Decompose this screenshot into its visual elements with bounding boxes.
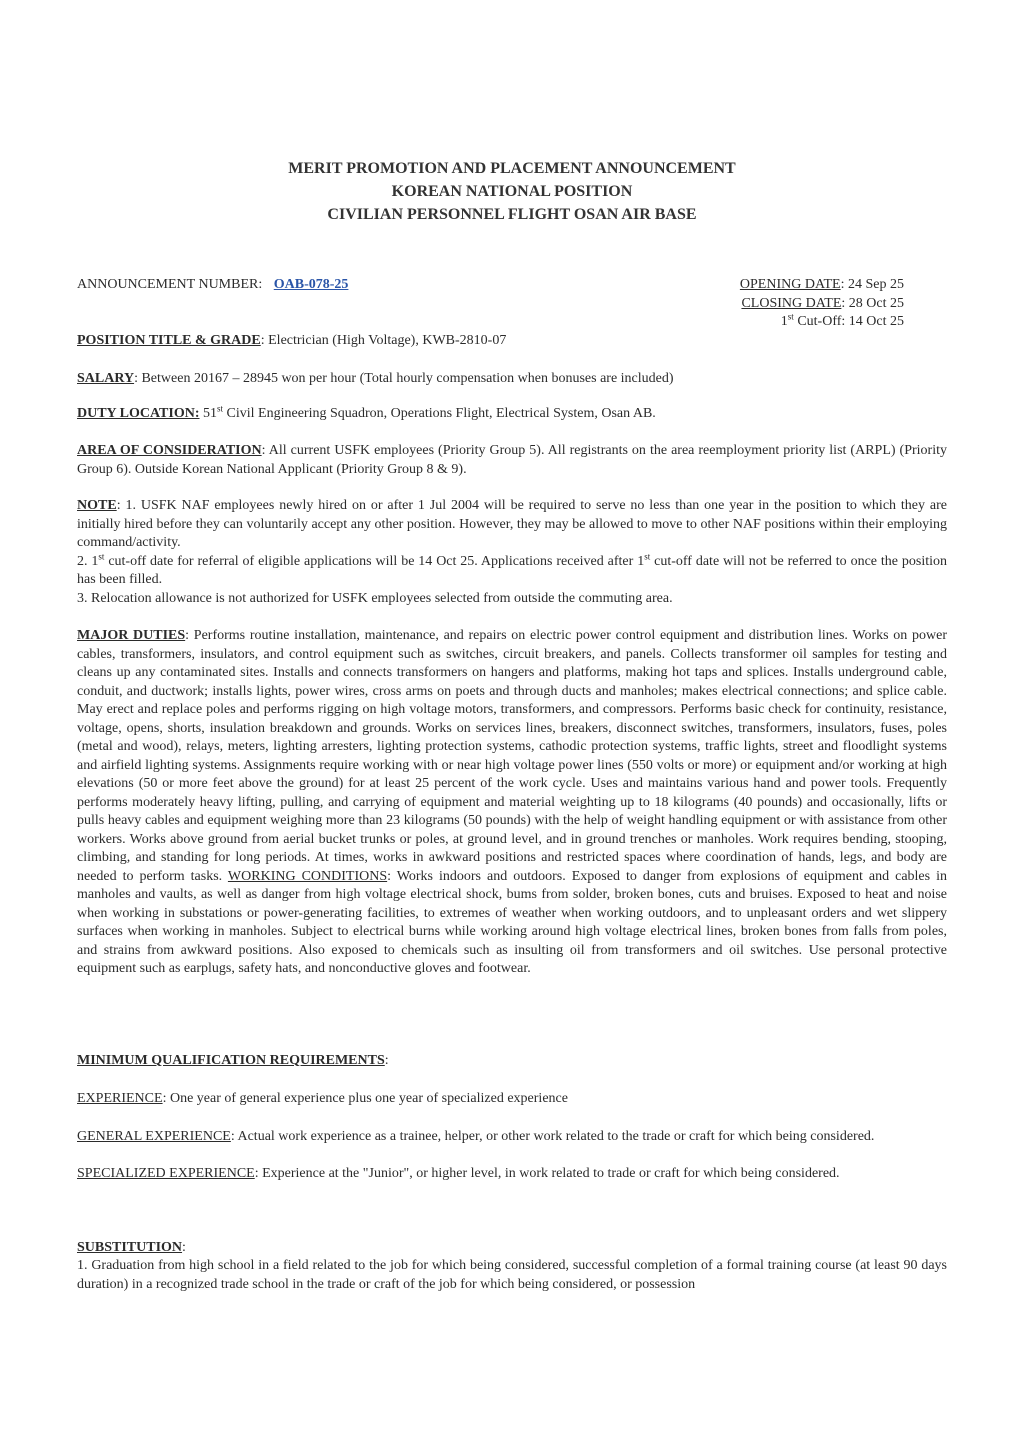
header-line-2: KOREAN NATIONAL POSITION (391, 183, 633, 200)
opening-date-row: OPENING DATE: 24 Sep 25 (739, 277, 904, 292)
position-title-row: POSITION TITLE & GRADE: Electrician (High Voltage), KWB-2810-07 (77, 333, 507, 348)
note-item-2-a: 2. 1 (77, 553, 99, 569)
position-title-value: Electrician (High Voltage), KWB-2810-07 (268, 333, 507, 348)
experience-row: EXPERIENCE: One year of general experience plus one year of specialized experience (77, 1091, 568, 1106)
note-item-1-text: 1. USFK NAF employees newly hired on or after 1 Jul 2004 will be required to serve no less than one year in the position to which they are initially hired before they can voluntarily accept any other position. However, they may be allowed to move to other NAF positions within their employing command/activity. (77, 498, 947, 550)
duty-location-value: Civil Engineering Squadron, Operations Flight, Electrical System, Osan AB. (223, 406, 656, 421)
dates-block (640, 276, 904, 332)
salary-value: Between 20167 – 28945 won per hour (Total hourly compensation when bonuses are included) (141, 371, 674, 386)
mqr-label: MINIMUM QUALIFICATION REQUIREMENTS (77, 1053, 385, 1068)
note-section (77, 497, 947, 608)
salary-label: SALARY (77, 371, 135, 386)
cutoff-label: Cut-Off: (793, 314, 846, 329)
substitution-label: SUBSTITUTION (77, 1240, 183, 1255)
note-item-2-sup: st (98, 550, 105, 561)
general-experience-value: Actual work experience as a trainee, helper, or other work related to the trade or craft for which being considered. (237, 1129, 875, 1144)
major-duties-label: MAJOR DUTIES (77, 628, 186, 643)
note-item-2-b: cut-off date for referral of eligible applications will be 14 Oct 25. Applications received after 1 (104, 553, 645, 569)
closing-date-value: 28 Oct 25 (848, 295, 904, 311)
area-of-consideration: AREA OF CONSIDERATION: All current USFK employees (Priority Group 5). All registrants on the area reemployment priority list (ARPL) (Priority Group 6). Outside Korean National Applicant (Priority Group 8 & 9). (77, 443, 947, 477)
cutoff-value: 14 Oct 25 (848, 314, 904, 329)
duty-location-suffix: st (217, 403, 224, 414)
announcement-number-row (77, 276, 348, 295)
substitution-heading: SUBSTITUTION: (77, 1240, 186, 1255)
closing-date-label: CLOSING DATE (741, 295, 842, 311)
specialized-experience: SPECIALIZED EXPERIENCE: Experience at the "Junior", or higher level, in work related to trade or craft for which being considered. (77, 1166, 840, 1181)
note-item-2 (77, 550, 948, 590)
cutoff-date-row (640, 313, 904, 332)
experience-value: One year of general experience plus one year of specialized experience (169, 1091, 568, 1106)
duty-location-row (77, 405, 656, 424)
announcement-header (0, 157, 1024, 226)
area-value: All current USFK employees (Priority Group 5). All registrants on the area reemployment priority list (ARPL) (Priority Group 6). Outside Korean National Applicant (Priority Group 8 & 9). (77, 443, 947, 477)
note-item-2-sup2: st (644, 550, 651, 561)
header-line-1: MERIT PROMOTION AND PLACEMENT ANNOUNCEMENT (288, 160, 736, 177)
cutoff-ordinal-suffix: st (787, 311, 794, 322)
major-duties-text: Performs routine installation, maintenance, and repairs on electric power control equipment and distribution lines. Works on power cables, transformers, insulators, and control equipment such as switches, circuit breakers, and panels. Collects transformer oil samples for testing and cleans up any contaminated sites. Installs and connects transformers on hangers and platforms, making hot taps and splices. Installs underground cable, conduit, and ductwork; installs lights, power wires, cross arms on poets and through ducts and manholes; makes electrical connections; and splice cable. May erect and replace poles and performs rigging on high voltage motors, transformers, and compressors. Performs basic check for continuity, resistance, voltage, opens, shorts, insulation breakdown and grounds. Works on services lines, breakers, disconnect switches, transformers, insulators, fuses, poles (metal and wood), relays, meters, lighting arresters, lighting protection systems, cathodic protection systems, traffic lights, street and floodlight systems and airfield lighting systems. Assignments require working with or near high voltage power lines (550 volts or more) or equipment and/or working at high elevations (50 or more feet above the ground) for at least 25 percent of the work cycle. Uses and maintains various hand and power tools. Frequently performs moderately heavy lifting, pulling, and carrying of equipment and material weighting up to 18 kilograms (40 pounds) and occasionally, lifts or pulls heavy cables and equipment weighing more than 23 kilograms (50 pounds) with the help of weight handling equipment or with assistance from other workers. Works above ground from aerial bucket trunks or poles, at ground level, and in ground trenches or manholes. Work requires bending, stooping, climbing, and standing for long periods. At times, works in awkward positions and restricted spaces where coordination of hands, legs, and body are needed to perform tasks. (77, 628, 947, 884)
general-experience: GENERAL EXPERIENCE: Actual work experience as a trainee, helper, or other work related to the trade or craft for which being considered. (77, 1129, 875, 1144)
header-line-3: CIVILIAN PERSONNEL FLIGHT OSAN AIR BASE (327, 206, 697, 223)
duty-location-label: DUTY LOCATION: (77, 406, 200, 421)
position-title-label: POSITION TITLE & GRADE (77, 333, 261, 348)
announcement-number-label: ANNOUNCEMENT NUMBER: (77, 277, 263, 292)
duty-location-number: 51 (203, 406, 218, 421)
note-item-1: NOTE: 1. USFK NAF employees newly hired on or after 1 Jul 2004 will be required to serve no less than one year in the position to which they are initially hired before they can voluntarily accept any other position. However, they may be allowed to move to other NAF positions within their employing command/activity. (77, 498, 947, 550)
major-duties-section: MAJOR DUTIES: Performs routine installation, maintenance, and repairs on electric power control equipment and distribution lines. Works on power cables, transformers, insulators, and control equipment such as switches, circuit breakers, and panels. Collects transformer oil samples for testing and cleans up any contaminated sites. Installs and connects transformers on hangers and platforms, making hot taps and splices. Installs underground cable, conduit, and ductwork; installs lights, power wires, cross arms on poets and through ducts and manholes; makes electrical connections; and splice cable. May erect and replace poles and performs rigging on high voltage motors, transformers, and compressors. Performs basic check for continuity, resistance, voltage, opens, shorts, insulation breakdown and grounds. Works on services lines, breakers, disconnect switches, transformers, insulators, fuses, poles (metal and wood), relays, meters, lighting arresters, lighting protection systems, cathodic protection systems, traffic lights, street and floodlight systems and airfield lighting systems. Assignments require working with or near high voltage power lines (550 volts or more) or equipment and/or working at high elevations (50 or more feet above the ground) for at least 25 percent of the work cycle. Uses and maintains various hand and power tools. Frequently performs moderately heavy lifting, pulling, and carrying of equipment and material weighting up to 18 kilograms (40 pounds) and occasionally, lifts or pulls heavy cables and equipment weighing more than 23 kilograms (50 pounds) with the help of weight handling equipment or with assistance from other workers. Works above ground from aerial bucket trunks or poles, at ground level, and in ground trenches or manholes. Work requires bending, stooping, climbing, and standing for long periods. At times, works in awkward positions and restricted spaces where coordination of hands, legs, and body are needed to perform tasks. WORKING CONDITIONS: Works indoors and outdoors. Exposed to danger from explosions of equipment and cables in manholes and vaults, as well as danger from high voltage electrical shock, bums from solder, broken bones, cuts and bruises. Exposed to heat and noise when working in substations or power-generating facilities, to extremes of weather when working outdoors, and to unpleasant orders and wet slippery surfaces when working in manholes. Subject to electrical burns while working around high voltage electrical lines, broken bones from falls from poles, and strains from awkward positions. Also exposed to chemicals such as insulting oil from transformers and oil switches. Use personal protective equipment such as earplugs, safety hats, and nonconductive gloves and footwear. (77, 628, 947, 976)
closing-date-row: CLOSING DATE: 28 Oct 25 (741, 295, 904, 311)
note-item-2-c: cut-off date will not be referred to once the position has been filled. (77, 553, 948, 587)
working-conditions-text: Works indoors and outdoors. Exposed to danger from explosions of equipment and cables in manholes and vaults, as well as danger from high voltage electrical shock, bums from solder, broken bones, cuts and bruises. Exposed to heat and noise when working in substations or power-generating facilities, to extremes of weather when working outdoors, and to unpleasant orders and wet slippery surfaces when working in manholes. Subject to electrical burns while working around high voltage electrical lines, broken bones from falls from poles, and strains from awkward positions. Also exposed to chemicals such as insulting oil from transformers and oil switches. Use personal protective equipment such as earplugs, safety hats, and nonconductive gloves and footwear. (77, 868, 947, 976)
general-experience-label: GENERAL EXPERIENCE (77, 1129, 231, 1144)
specialized-experience-label: SPECIALIZED EXPERIENCE (77, 1166, 255, 1181)
opening-date-value: 24 Sep 25 (848, 277, 904, 292)
announcement-number-link[interactable]: OAB-078-25 (273, 277, 349, 292)
specialized-experience-value: Experience at the "Junior", or higher level, in work related to trade or craft for which being considered. (262, 1166, 840, 1181)
salary-row: SALARY: Between 20167 – 28945 won per hour (Total hourly compensation when bonuses are included) (77, 371, 674, 386)
mqr-heading: MINIMUM QUALIFICATION REQUIREMENTS: (77, 1053, 389, 1068)
note-label: NOTE (77, 498, 117, 513)
cutoff-ordinal: 1 (780, 314, 788, 329)
working-conditions-label: WORKING CONDITIONS (227, 868, 388, 884)
substitution-item-1: 1. Graduation from high school in a field related to the job for which being considered, successful completion of a formal training course (at least 90 days duration) in a recognized trade school in the trade or craft of the job for which being considered, or possession (77, 1258, 947, 1292)
opening-date-label: OPENING DATE (739, 277, 841, 292)
experience-label: EXPERIENCE (77, 1091, 163, 1106)
area-label: AREA OF CONSIDERATION (77, 443, 262, 458)
note-item-3: 3. Relocation allowance is not authorized for USFK employees selected from outside the commuting area. (77, 590, 673, 606)
